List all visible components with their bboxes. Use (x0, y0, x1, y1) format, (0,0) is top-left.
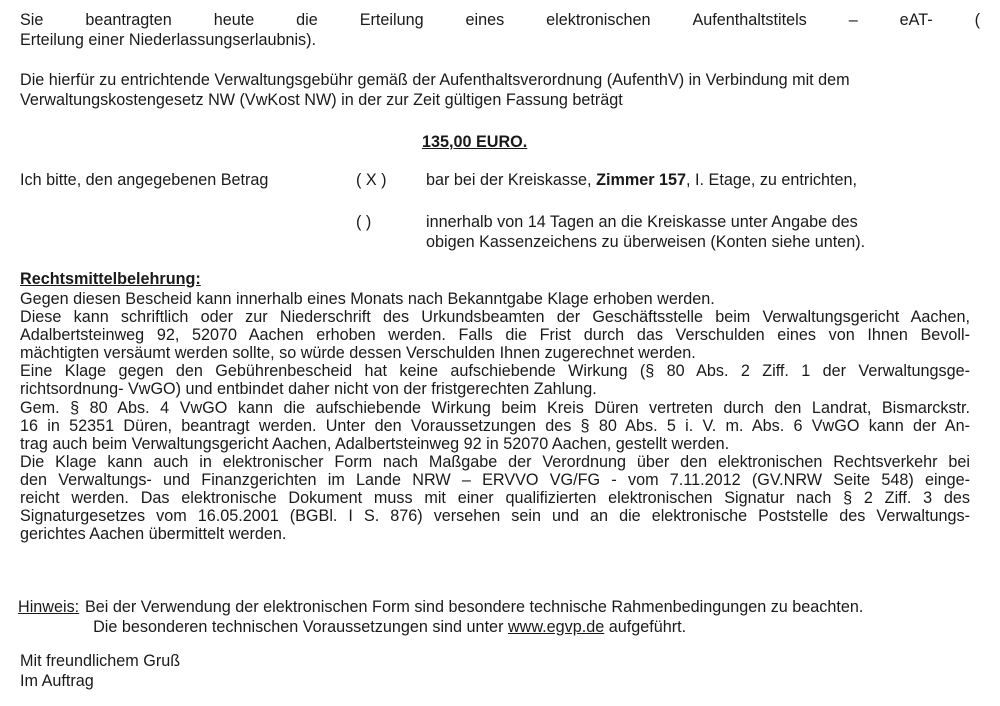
option-transfer-line-2: obigen Kassenzeichens zu überweisen (Konten siehe unten). (426, 232, 866, 251)
closing-greeting: Mit freundlichem Gruß (20, 652, 181, 670)
intro-word: – (848, 11, 858, 29)
intro-word: eAT- (899, 11, 933, 29)
option-cash-text-before: bar bei der Kreiskasse, (426, 171, 597, 189)
closing-block (20, 652, 180, 691)
intro-word: die (296, 11, 318, 29)
rechtsmittel-body (20, 290, 970, 543)
rechtsmittel-line: mächtigten versäumt werden sollte, so würde dessen Verschulden Ihnen zugerechnet werden. (20, 344, 696, 363)
hinweis-line-2 (85, 618, 863, 638)
rechtsmittel-line: 16 in 52351 Düren, beantragt werden. Unter den Voraussetzungen des § 80 Abs. 5 i. V. m. Abs. 6 VwGO kann der An- (20, 416, 970, 435)
hinweis-line-2-before: Die besonderen technischen Voraussetzungen sind unter (93, 617, 508, 636)
fee-line-1: Die hierfür zu entrichtende Verwaltungsgebühr gemäß der Aufenthaltsverordnung (AufenthV) in Verbindung mit dem (20, 71, 850, 89)
option-transfer-line-1: innerhalb von 14 Tagen an die Kreiskasse unter Angabe des (426, 213, 858, 231)
rechtsmittel-line: Signaturgesetzes vom 16.05.2001 (BGBl. I S. 876) versehen sein und an die elektronische Poststelle des Verwaltungs- (20, 507, 970, 526)
option-transfer-checkbox: ( ) (356, 213, 372, 231)
fee-amount: 135,00 EURO. (422, 133, 528, 151)
intro-line-2: Erteilung einer Niederlassungserlaubnis). (20, 30, 317, 49)
fee-paragraph (20, 71, 980, 110)
rechtsmittel-line: Gem. § 80 Abs. 4 VwGO kann die aufschiebende Wirkung beim Kreis Düren vertreten durch den Landrat, Bismarckstr. (20, 398, 970, 417)
intro-word: Sie (20, 11, 44, 29)
hinweis-line-1: Bei der Verwendung der elektronischen Form sind besondere technische Rahmenbedingungen zu beachten. (85, 598, 864, 616)
hinweis-line-2-after: aufgeführt. (604, 617, 687, 636)
intro-paragraph (20, 11, 980, 50)
rechtsmittel-line: trag auch beim Verwaltungsgericht Aachen, Adalbertsteinweg 92 in 52070 Aachen, gestellt werden. (20, 434, 730, 453)
rechtsmittel-line: den Verwaltungs- und Finanzgerichten im Lande NRW – ERVVO VG/FG - vom 7.11.2012 (GV.NRW Seite 548) einge- (20, 470, 970, 489)
rechtsmittel-line: gerichtes Aachen übermittelt werden. (20, 525, 287, 544)
intro-word: Erteilung (359, 11, 424, 29)
option-cash-text-after: , I. Etage, zu entrichten, (686, 171, 858, 189)
intro-word: ( (974, 11, 980, 29)
rechtsmittel-line: reicht werden. Das elektronische Dokument muss mit einer qualifizierten elektronischen Signatur nach § 2 Ziff. 3 des (20, 489, 970, 508)
intro-word: heute (213, 11, 255, 29)
rechtsmittel-line: Adalbertsteinweg 92, 52070 Aachen erhoben werden. Falls die Frist durch das Verschulden eines von Ihnen Bevoll- (20, 326, 970, 345)
intro-word: elektronischen (546, 11, 651, 29)
intro-word: beantragten (85, 11, 172, 29)
fee-line-2: Verwaltungskostengesetz NW (VwKost NW) in der zur Zeit gültigen Fassung beträgt (20, 90, 623, 109)
payment-label: Ich bitte, den angegebenen Betrag (20, 171, 269, 189)
intro-word: eines (465, 11, 505, 29)
hinweis-label: Hinweis: (18, 598, 80, 616)
option-transfer-text (426, 213, 865, 252)
egvp-link[interactable]: www.egvp.de (507, 617, 605, 636)
rechtsmittel-line: Eine Klage gegen den Gebührenbescheid hat keine aufschiebende Wirkung (§ 80 Abs. 2 Ziff. 1 der Verwaltungsge- (20, 362, 970, 381)
intro-word: Aufenthaltstitels (692, 11, 807, 29)
intro-line-1 (20, 11, 980, 31)
room-number: Zimmer 157 (596, 171, 687, 189)
closing-signoff: Im Auftrag (20, 671, 94, 690)
option-cash-text (426, 171, 857, 191)
rechtsmittel-line: Gegen diesen Bescheid kann innerhalb eines Monats nach Bekanntgabe Klage erhoben werden. (20, 290, 715, 308)
rechtsmittel-line: Die Klage kann auch in elektronischer Form nach Maßgabe der Verordnung über den elektronischen Rechtsverkehr bei (20, 452, 970, 471)
option-cash-checkbox: ( X ) (356, 171, 387, 189)
rechtsmittel-line: richtsordnung- VwGO) und entbindet daher nicht von der fristgerechten Zahlung. (20, 380, 597, 399)
rechtsmittel-line: Diese kann schriftlich oder zur Niederschrift des Urkundsbeamten der Geschäftsstelle beim Verwaltungsgericht Aachen, (20, 308, 970, 327)
rechtsmittel-heading: Rechtsmittelbelehrung: (20, 270, 201, 288)
hinweis-text (85, 598, 863, 637)
